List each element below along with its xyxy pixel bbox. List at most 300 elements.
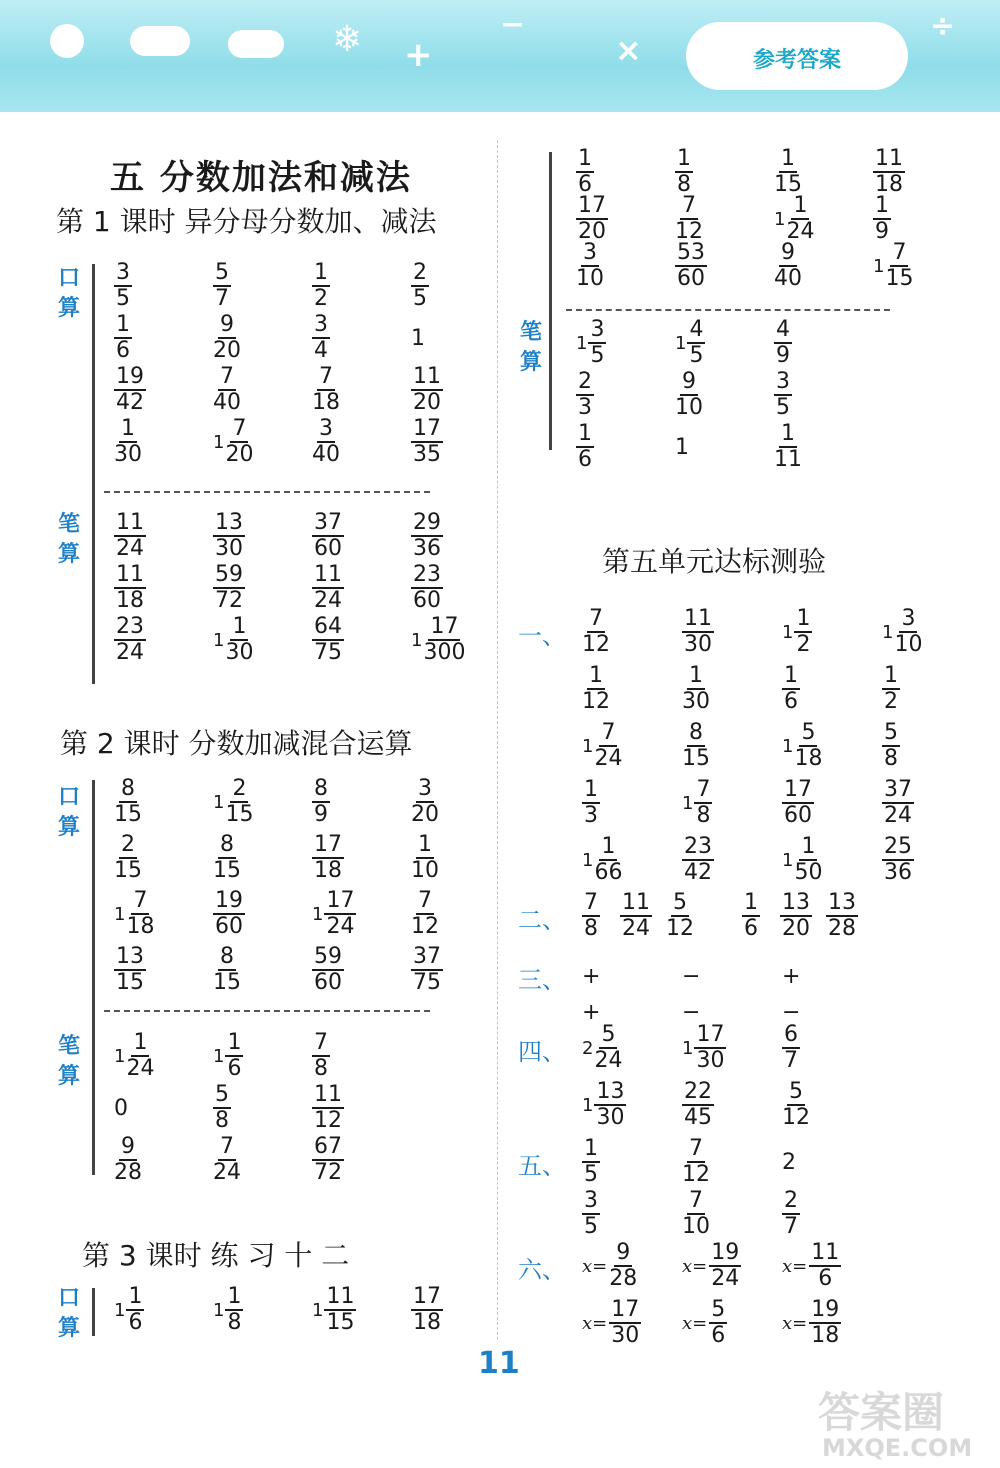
numerator: 17 [578,193,606,218]
denominator: 28 [609,1266,638,1291]
fraction [682,1190,710,1238]
answer-item [582,1136,600,1188]
answer-item [213,1134,241,1186]
answer-item [774,146,802,198]
denominator: 300 [423,640,466,665]
fraction [411,834,439,882]
fraction [114,366,146,414]
fraction [411,366,443,414]
answer-item [312,510,344,562]
numerator: 19 [215,888,243,913]
fraction [682,1081,714,1129]
denominator: 24 [711,1266,740,1291]
denominator: 5 [413,286,427,311]
denominator: 3 [578,395,592,420]
numerator: 19 [811,1297,840,1322]
answer-item [114,1134,142,1186]
fraction [774,371,792,419]
answer-item [682,1079,714,1131]
numerator: 11 [116,562,144,587]
sun-icon [50,24,84,58]
mixed-whole: 1 [312,903,324,925]
denominator: 20 [413,390,441,415]
numerator: 17 [784,777,812,802]
numerator: 1 [677,146,691,171]
fraction [582,1190,600,1238]
lesson2-bisuan-label: 笔算 [57,1034,80,1089]
denominator: 15 [213,858,241,883]
fraction [312,262,330,310]
denominator: 15 [114,858,142,883]
numerator: 59 [314,944,342,969]
answer-item [582,1297,641,1349]
fraction [682,1138,710,1186]
variable-x: x= [682,1255,708,1277]
fraction [582,665,610,713]
denominator: 30 [682,689,710,714]
fraction [774,319,792,367]
snowflake-icon: ❄ [332,19,363,60]
mixed-whole: 1 [114,1045,126,1067]
chapter-title: 五 分数加法和减法 [110,158,412,198]
whole-number: 1 [411,325,425,351]
denominator: 15 [225,802,254,827]
answer-item [682,1188,710,1240]
fraction [582,892,600,940]
variable-x: x= [582,1312,608,1334]
variable-x: x= [782,1255,808,1277]
denominator: 15 [326,1310,355,1335]
numerator: 7 [689,1188,703,1213]
denominator: 40 [312,442,340,467]
fraction [882,722,900,770]
fraction [782,665,800,713]
cloud-icon [130,26,190,56]
mixed-whole: 1 [213,1299,225,1321]
denominator: 12 [682,1162,710,1187]
numerator: 11 [314,1082,342,1107]
variable-x: x= [682,1312,708,1334]
numerator: 9 [781,240,795,265]
answer-item [213,832,241,884]
denominator: 5 [584,1214,598,1239]
answer-item [312,832,344,884]
fraction [312,834,344,882]
denominator: 24 [213,1160,241,1185]
numerator: 17 [314,832,342,857]
answer-item [411,1284,443,1336]
divide-symbol-icon: ÷ [930,9,956,44]
numerator: 5 [601,1022,616,1047]
answer-item [576,317,606,369]
numerator: 9 [616,1240,631,1265]
answer-item [411,416,443,468]
fraction [582,1138,600,1186]
fraction [687,319,705,367]
numerator: 7 [589,606,603,631]
numerator: 1 [314,260,328,285]
numerator: 17 [413,1284,441,1309]
section-marker: 五、 [518,1152,566,1180]
answer-item [782,1136,796,1188]
answer-item [782,663,800,715]
fraction [312,946,344,994]
header-banner [0,0,1000,112]
fraction [782,779,814,827]
answer-item [114,1284,144,1336]
numerator: 37 [314,510,342,535]
denominator: 30 [114,442,142,467]
fraction [882,665,900,713]
section-marker: 二、 [518,906,566,934]
fraction [312,418,340,466]
numerator: 7 [682,193,696,218]
denominator: 7 [215,286,229,311]
answer-item [213,614,253,666]
fraction [582,608,610,656]
numerator: 1 [418,832,432,857]
denominator: 24 [594,1048,623,1073]
fraction [114,512,146,560]
fraction [894,608,922,656]
answer-item [213,562,245,614]
fraction [576,148,594,196]
denominator: 36 [884,860,912,885]
answer-item [873,146,905,198]
denominator: 20 [411,802,439,827]
mixed-whole: 1 [213,431,225,453]
denominator: 20 [578,219,606,244]
sign-answer: − [782,999,801,1025]
answer-item [782,777,814,829]
answer-item [682,606,714,658]
answer-item [114,888,154,940]
numerator: 7 [689,1136,703,1161]
answer-item [882,777,914,829]
denominator: 24 [884,803,912,828]
numerator: 2 [784,1188,798,1213]
fraction [225,1286,243,1334]
fraction [826,892,858,940]
numerator: 23 [116,614,144,639]
denominator: 45 [684,1105,712,1130]
numerator: 6 [784,1022,798,1047]
answer-item [582,606,610,658]
fraction [594,1024,622,1072]
fraction [809,1242,841,1290]
answer-item [782,1297,841,1349]
answer-item [411,614,465,666]
denominator: 8 [884,746,898,771]
denominator: 42 [116,390,144,415]
denominator: 8 [677,172,691,197]
denominator: 18 [314,858,342,883]
numerator: 2 [578,369,592,394]
numerator: 1 [133,1030,148,1055]
numerator: 11 [622,890,650,915]
fraction [126,1286,144,1334]
answer-item [582,777,600,829]
fraction [114,778,142,826]
denominator: 12 [782,1105,810,1130]
answer-item [312,312,330,364]
lesson3-bisuan-label: 笔算 [519,320,542,375]
denominator: 72 [314,1160,342,1185]
numerator: 3 [418,776,432,801]
denominator: 9 [776,343,790,368]
denominator: 4 [314,338,328,363]
denominator: 3 [584,803,598,828]
denominator: 6 [128,1310,143,1335]
denominator: 10 [576,266,604,291]
denominator: 2 [314,286,328,311]
denominator: 6 [784,689,798,714]
watermark-url: MXQE.COM [822,1434,973,1462]
denominator: 40 [213,390,241,415]
answer-item [666,890,694,942]
fraction [126,890,154,938]
lesson2-dashed-divider [104,1010,430,1012]
fraction [675,242,707,290]
mixed-whole: 1 [213,629,225,651]
numerator: 11 [314,562,342,587]
numerator: 1 [781,421,795,446]
answer-item [213,944,241,996]
answer-item [675,146,693,198]
numerator: 64 [314,614,342,639]
answer-item [774,369,792,421]
answer-item [682,1136,710,1188]
section-marker: 六、 [518,1256,566,1284]
denominator: 11 [774,447,802,472]
answer-item [582,1022,622,1074]
numerator: 1 [116,312,130,337]
answer-item [774,193,814,245]
denominator: 2 [884,689,898,714]
sign-answer: + [782,963,801,989]
fraction [594,1081,626,1129]
mixed-whole: 1 [114,903,126,925]
denominator: 30 [611,1323,640,1348]
fraction [576,195,608,243]
fraction [411,890,439,938]
numerator: 1 [227,1030,242,1055]
answer-item [411,562,443,614]
fraction [312,616,344,664]
lesson3-dashed-divider [566,309,890,311]
fraction [782,1190,800,1238]
numerator: 17 [326,888,355,913]
numerator: 1 [232,614,247,639]
denominator: 15 [885,266,914,291]
fraction [682,608,714,656]
fraction [312,1084,344,1132]
denominator: 20 [782,916,810,941]
answer-item [213,312,241,364]
answer-item [782,1188,800,1240]
numerator: 1 [601,834,616,859]
numerator: 5 [673,890,687,915]
answer-item [576,421,594,473]
numerator: 1 [589,663,603,688]
denominator: 18 [875,172,903,197]
numerator: 11 [684,606,712,631]
fraction [576,371,594,419]
denominator: 60 [215,914,243,939]
fraction [411,512,443,560]
answer-item [213,416,253,468]
page-number: 11 [478,1346,520,1381]
answer-item [411,364,443,416]
mixed-whole: 1 [782,849,794,871]
fraction [213,946,241,994]
fraction [312,1032,330,1080]
answer-item [114,776,142,828]
denominator: 18 [811,1323,840,1348]
mixed-whole: 1 [411,629,423,651]
numerator: 1 [121,416,135,441]
lesson2-bar [92,780,95,1175]
lesson3-kousuan-label: 口算 [57,1286,80,1341]
answer-item [213,510,245,562]
sign-answer: − [682,963,701,989]
answer-item [782,606,812,658]
fraction [411,778,439,826]
answer-item [682,777,712,829]
mixed-whole: 1 [682,792,694,814]
answer-item [213,888,245,940]
denominator: 12 [314,1108,342,1133]
minus-symbol-icon: − [500,7,526,42]
fraction [709,1242,741,1290]
fraction [225,778,253,826]
mixed-whole: 1 [114,1299,126,1321]
numerator: 13 [215,510,243,535]
fraction [809,1299,841,1347]
fraction [225,1032,243,1080]
denominator: 6 [578,447,592,472]
numerator: 11 [413,364,441,389]
denominator: 24 [622,916,650,941]
numerator: 19 [711,1240,740,1265]
answer-item [675,421,689,473]
answer-item [114,944,146,996]
fraction [312,512,344,560]
answer-item [411,312,425,364]
fraction [213,1084,231,1132]
lesson1-title: 第 1 课时 异分母分数加、减法 [56,205,437,238]
numerator: 5 [215,1082,229,1107]
denominator: 15 [213,970,241,995]
denominator: 5 [776,395,790,420]
answer-key-label: 参考答案 [752,48,841,73]
answer-item [576,146,594,198]
mixed-whole: 1 [213,1045,225,1067]
numerator: 3 [901,606,916,631]
denominator: 7 [784,1214,798,1239]
numerator: 3 [776,369,790,394]
fraction [774,423,802,471]
numerator: 11 [875,146,903,171]
numerator: 1 [578,421,592,446]
numerator: 8 [220,832,234,857]
whole-number: 1 [675,434,689,460]
answer-item [882,663,900,715]
numerator: 1 [578,146,592,171]
answer-item [774,240,802,292]
fraction [594,836,622,884]
numerator: 1 [784,663,798,688]
denominator: 7 [784,1048,798,1073]
answer-item [675,193,703,245]
fraction [620,892,652,940]
numerator: 7 [892,240,907,265]
fraction [312,366,340,414]
numerator: 3 [319,416,333,441]
fraction [682,665,710,713]
answer-item [114,1082,128,1134]
answer-item [582,663,610,715]
fraction [742,892,760,940]
denominator: 12 [666,916,694,941]
denominator: 15 [774,172,802,197]
denominator: 6 [818,1266,833,1291]
denominator: 24 [126,1056,155,1081]
numerator: 2 [413,260,427,285]
unit-test-title: 第五单元达标测验 [602,545,827,578]
numerator: 23 [684,834,712,859]
answer-item [312,416,340,468]
numerator: 59 [215,562,243,587]
mixed-whole: 1 [782,735,794,757]
denominator: 24 [116,640,144,665]
answer-item [742,890,760,942]
answer-item [882,606,922,658]
numerator: 8 [121,776,135,801]
numerator: 1 [584,1136,598,1161]
numerator: 23 [413,562,441,587]
numerator: 8 [220,944,234,969]
denominator: 9 [314,802,328,827]
numerator: 13 [596,1079,625,1104]
numerator: 1 [875,193,889,218]
lesson1-bar [92,264,95,684]
answer-item [312,260,330,312]
answer-item [114,364,146,416]
denominator: 36 [413,536,441,561]
denominator: 60 [677,266,705,291]
answer-item [213,364,241,416]
sign-answer: − [682,999,701,1025]
fraction [114,946,146,994]
numerator: 7 [220,364,234,389]
denominator: 60 [314,970,342,995]
denominator: 8 [215,1108,229,1133]
answer-item [312,1030,330,1082]
answer-item [782,1022,800,1074]
denominator: 24 [786,219,815,244]
mixed-whole: 1 [682,1037,694,1059]
numerator: 5 [789,1079,803,1104]
numerator: 3 [583,240,597,265]
numerator: 13 [116,944,144,969]
fraction [882,836,914,884]
fraction [411,262,429,310]
fraction [885,242,913,290]
mixed-whole: 1 [213,791,225,813]
denominator: 24 [326,914,355,939]
answer-item [114,510,146,562]
